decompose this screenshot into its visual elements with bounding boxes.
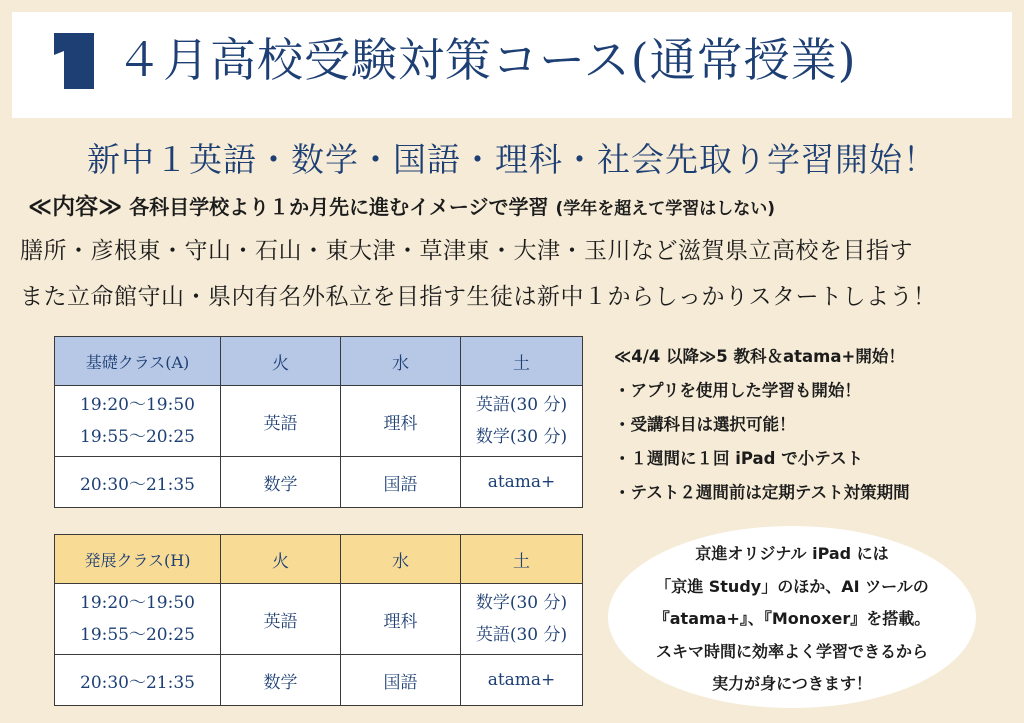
content-text: 各科目学校より１か月先に進むイメージで学習 xyxy=(129,195,549,219)
table-row xyxy=(55,655,583,706)
subject-slot: 数学(30 分) xyxy=(475,427,568,447)
subject-slot: 英語(30 分) xyxy=(475,395,568,415)
class-name-cell: 基礎クラス(A) xyxy=(55,337,221,386)
table-header-row xyxy=(55,337,583,386)
number-one-block-icon xyxy=(38,33,94,89)
subject-cell: 数学 xyxy=(221,655,341,706)
day-wed-cell: 水 xyxy=(341,535,461,584)
day-tue-cell: 火 xyxy=(221,535,341,584)
time-slot: 19:55〜20:25 xyxy=(80,427,195,447)
subject-cell: 理科 xyxy=(341,386,461,457)
bubble-line: スキマ時間に効率よく学習できるから xyxy=(655,641,928,661)
basic-class-table xyxy=(54,336,583,508)
time-cell: 20:30〜21:35 xyxy=(55,655,221,706)
page-title: ４月高校受験対策コース(通常授業) xyxy=(116,33,857,87)
subject-cell: atama+ xyxy=(461,655,583,706)
day-tue-cell: 火 xyxy=(221,337,341,386)
table-row xyxy=(55,457,583,508)
private-schools-line: また立命館守山・県内有名外私立を目指す生徒は新中１からしっかりスタートしよう！ xyxy=(20,284,937,310)
content-label: ≪内容≫ xyxy=(28,194,123,220)
subject-cell: 英語 xyxy=(221,584,341,655)
bubble-line: 京進オリジナル iPad には xyxy=(695,544,889,563)
subject-cell: 数学 xyxy=(221,457,341,508)
bubble-line: 実力が身につきます！ xyxy=(712,674,872,693)
subject-slot: 英語(30 分) xyxy=(475,625,568,645)
subject-cell: 国語 xyxy=(341,457,461,508)
content-line xyxy=(28,188,775,221)
class-name-cell: 発展クラス(H) xyxy=(55,535,221,584)
list-item: ・１週間に１回 iPad で小テスト xyxy=(614,449,864,468)
time-slot: 19:20〜19:50 xyxy=(80,395,195,415)
time-cell: 20:30〜21:35 xyxy=(55,457,221,508)
day-sat-cell: 土 xyxy=(461,535,583,584)
subject-cell xyxy=(461,386,583,457)
table-row xyxy=(55,584,583,655)
notes-heading: ≪4/4 以降≫5 教科＆atama+開始！ xyxy=(614,347,905,366)
time-cell xyxy=(55,386,221,457)
table-header-row xyxy=(55,535,583,584)
subject-cell: 国語 xyxy=(341,655,461,706)
content-note: (学年を超えて学習はしない) xyxy=(555,199,776,219)
info-bubble-text xyxy=(608,538,976,701)
list-item: ・アプリを使用した学習も開始！ xyxy=(614,381,861,400)
subject-slot: 数学(30 分) xyxy=(475,593,568,613)
subject-cell: 理科 xyxy=(341,584,461,655)
bubble-line: 『atama+』、『Monoxer』を搭載。 xyxy=(653,609,931,628)
time-slot: 19:55〜20:25 xyxy=(80,625,195,645)
time-cell xyxy=(55,584,221,655)
target-schools-line: 膳所・彦根東・守山・石山・東大津・草津東・大津・玉川など滋賀県立高校を目指す xyxy=(20,238,913,264)
day-sat-cell: 土 xyxy=(461,337,583,386)
time-slot: 19:20〜19:50 xyxy=(80,593,195,613)
subject-cell xyxy=(461,584,583,655)
bubble-line: 「京進 Study」のほか、AI ツールの xyxy=(655,576,929,596)
subject-cell: 英語 xyxy=(221,386,341,457)
advanced-class-table xyxy=(54,534,583,706)
day-wed-cell: 水 xyxy=(341,337,461,386)
list-item: ・受講科目は選択可能！ xyxy=(614,415,796,434)
subject-cell: atama+ xyxy=(461,457,583,508)
notes-list xyxy=(614,340,1014,510)
table-row xyxy=(55,386,583,457)
headline: 新中１英語・数学・国語・理科・社会先取り学習開始！ xyxy=(87,140,937,179)
list-item: ・テスト２週間前は定期テスト対策期間 xyxy=(614,483,910,502)
